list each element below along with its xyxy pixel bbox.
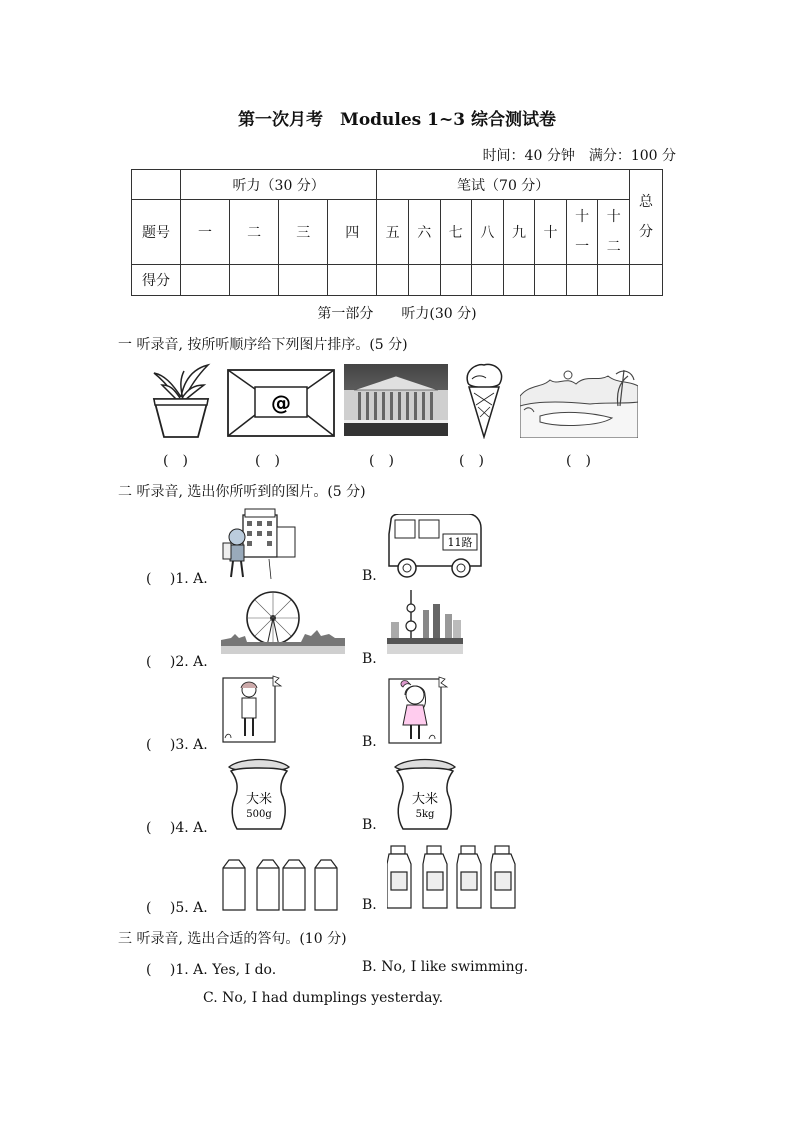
item3-label: ( )3. A. <box>146 737 208 753</box>
col-12: 十 二 <box>598 200 630 265</box>
score-cell[interactable] <box>566 264 598 295</box>
item2-option-b: B. <box>362 651 377 667</box>
col-5: 五 <box>377 200 409 265</box>
boy-portrait-image <box>221 674 283 746</box>
lake-landscape-image <box>520 366 638 438</box>
score-cell[interactable] <box>440 264 472 295</box>
col-10: 十 <box>535 200 567 265</box>
answer-bracket[interactable]: ( ) <box>163 453 188 469</box>
score-cell[interactable] <box>472 264 504 295</box>
section1-heading: 一 听录音, 按所听顺序给下列图片排序。(5 分) <box>118 337 408 353</box>
svg-text:@: @ <box>271 391 291 415</box>
col-11: 十 一 <box>566 200 598 265</box>
email-envelope-image <box>227 369 335 437</box>
section2-heading: 二 听录音, 选出你所听到的图片。(5 分) <box>118 484 366 500</box>
bus-route-sign: 11路 <box>447 536 473 549</box>
writing-header: 笔试（70 分） <box>377 170 630 200</box>
score-table <box>131 169 663 296</box>
bus-image <box>385 514 483 580</box>
item5-label: ( )5. A. <box>146 900 208 916</box>
score-cell[interactable] <box>408 264 440 295</box>
score-cell[interactable] <box>503 264 535 295</box>
part1-title: 第一部分 听力(30 分) <box>317 306 477 322</box>
ice-cream-cone-image <box>462 361 506 439</box>
score-cell[interactable] <box>598 264 630 295</box>
col-7: 七 <box>440 200 472 265</box>
score-cell[interactable] <box>377 264 409 295</box>
answer-bracket[interactable]: ( ) <box>255 453 280 469</box>
rice-bag-weight: 5kg <box>415 809 435 820</box>
score-cell[interactable] <box>181 264 230 295</box>
item1-option-b: B. <box>362 568 377 584</box>
answer-bracket[interactable]: ( ) <box>369 453 394 469</box>
boy-walking-to-school-image <box>221 507 297 581</box>
milk-cartons-image <box>221 858 345 912</box>
score-cell[interactable] <box>535 264 567 295</box>
col-3: 三 <box>279 200 328 265</box>
col-1: 一 <box>181 200 230 265</box>
listening-header: 听力（30 分） <box>181 170 377 200</box>
rice-bag-label: 大米 <box>411 792 439 807</box>
col-9: 九 <box>503 200 535 265</box>
item5-option-b: B. <box>362 897 377 913</box>
answer-bracket[interactable]: ( ) <box>459 453 484 469</box>
time-info: 时间：40 分钟 满分：100 分 <box>482 148 676 164</box>
girl-portrait-image <box>387 675 451 747</box>
item3-option-b: B. <box>362 734 377 750</box>
rice-bag-5kg-image <box>387 757 463 833</box>
total-header: 总 分 <box>630 170 663 265</box>
col-6: 六 <box>408 200 440 265</box>
score-cell[interactable] <box>230 264 279 295</box>
shanghai-skyline-image <box>387 590 463 654</box>
q1-option-c: C. No, I had dumplings yesterday. <box>203 990 444 1006</box>
col-4: 四 <box>328 200 377 265</box>
item2-label: ( )2. A. <box>146 654 208 670</box>
section3-heading: 三 听录音, 选出合适的答句。(10 分) <box>118 931 347 947</box>
plant-pot-image <box>150 363 212 439</box>
rice-bag-500g-image <box>221 757 297 833</box>
milk-bottles-image <box>387 844 519 912</box>
score-table-corner <box>132 170 181 200</box>
london-eye-skyline-image <box>221 590 345 654</box>
item4-label: ( )4. A. <box>146 820 208 836</box>
item1-label: ( )1. A. <box>146 571 208 587</box>
q1-option-a: ( )1. A. Yes, I do. <box>146 962 277 978</box>
q1-option-b: B. No, I like swimming. <box>362 959 529 975</box>
page-title: 第一次月考 Modules 1~3 综合测试卷 <box>238 110 556 130</box>
item4-option-b: B. <box>362 817 377 833</box>
row-label-score: 得分 <box>132 264 181 295</box>
score-cell[interactable] <box>279 264 328 295</box>
score-cell[interactable] <box>328 264 377 295</box>
score-cell[interactable] <box>630 264 663 295</box>
col-2: 二 <box>230 200 279 265</box>
rice-bag-label: 大米 <box>245 792 273 807</box>
museum-building-photo <box>344 364 448 436</box>
col-8: 八 <box>472 200 504 265</box>
rice-bag-weight: 500g <box>246 809 272 820</box>
answer-bracket[interactable]: ( ) <box>566 453 591 469</box>
row-label-number: 题号 <box>132 200 181 265</box>
